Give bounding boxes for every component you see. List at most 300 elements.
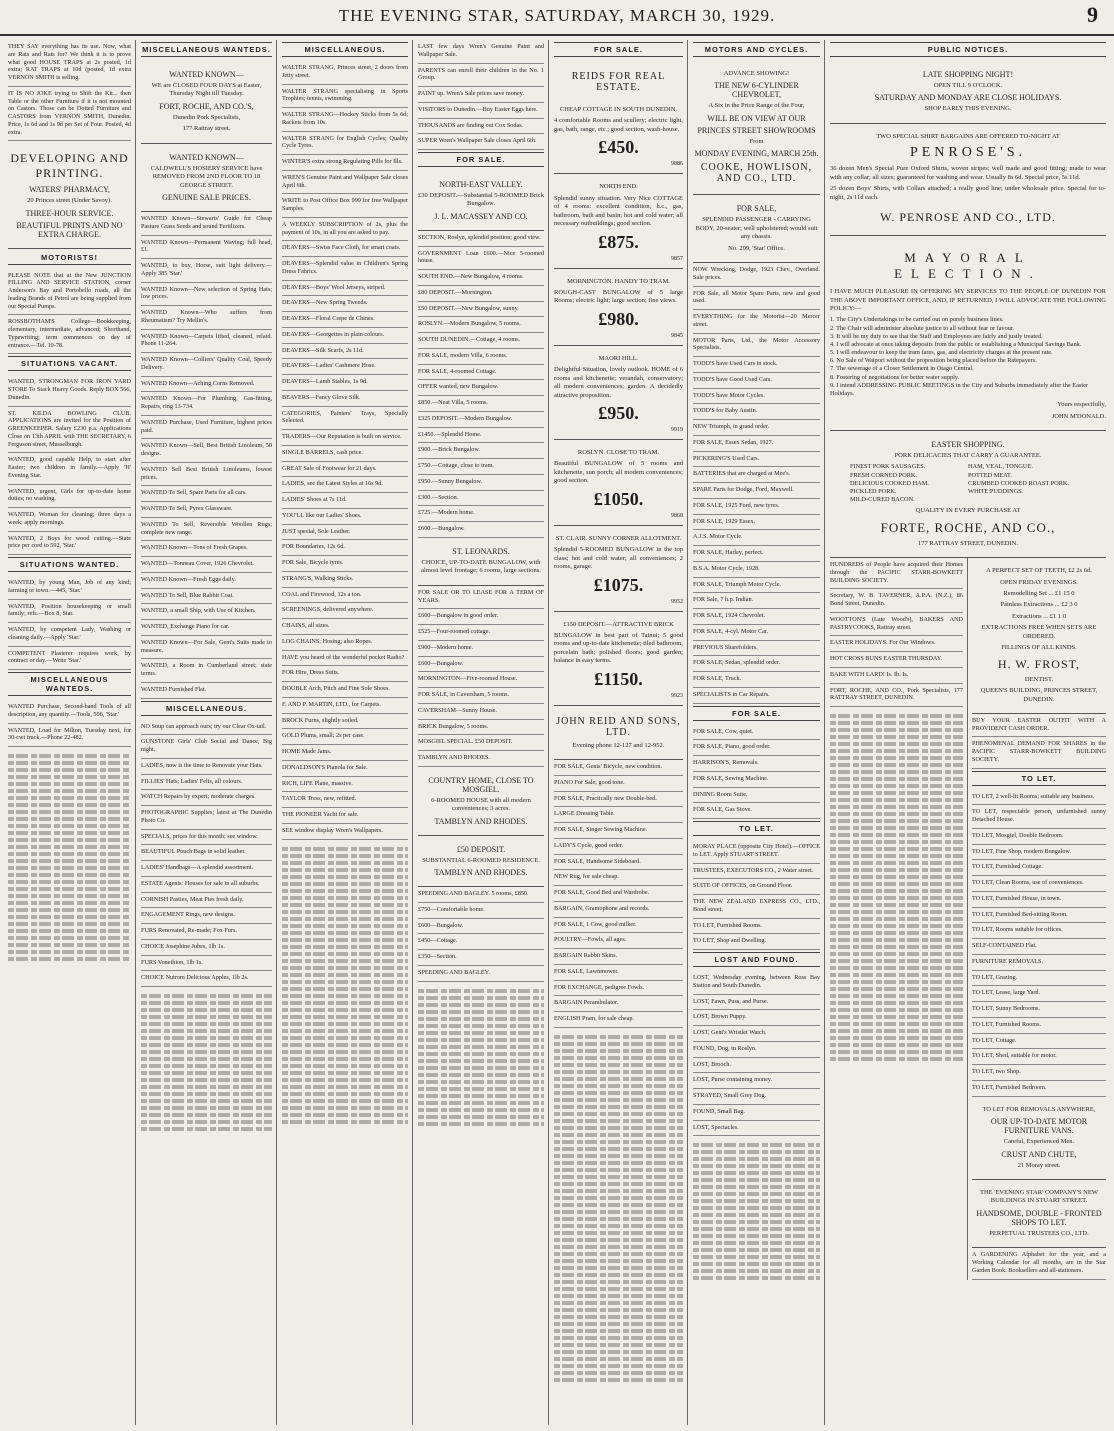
- classified-ad: WANTED Known—Fresh Eggs daily.: [141, 573, 272, 589]
- classified-ad: YOU'LL like our Ladies' Shoes.: [282, 509, 408, 525]
- classified-ad: FURS Vonethion, 1lb 1s.: [141, 956, 272, 972]
- policy-point: 1. The City's Undertakings to be carried out on purely business lines.: [830, 316, 1004, 324]
- classified-ad: WRITE to Post Office Box 999 for free Wallpaper Samples.: [282, 194, 408, 218]
- classified-ad: B.S.A. Motor Cycle, 1928.: [693, 562, 820, 578]
- ad-line: WANTED KNOWN—: [169, 70, 244, 79]
- classified-ad: FOR SALE, 1925 Ford, new tyres.: [693, 499, 820, 515]
- ad-line: CALDWELL'S HOSIERY SERVICE have REMOVED FROM 2ND FLOOR TO 18 GEORGE STREET.: [150, 164, 263, 189]
- classified-ad: £750—Comfortable home.: [418, 903, 544, 919]
- classified-ad: SPECIALISTS in Car Repairs.: [693, 688, 820, 704]
- classified-ad: LOG CHAINS; Hosing; also Ropes.: [282, 635, 408, 651]
- illegible-text-block: [8, 747, 131, 961]
- classified-ad: LADY'S Cycle, good order.: [554, 839, 683, 855]
- classified-ad: WANTED, to buy, Horse, suit light delivery.—Apply 385 'Star.': [141, 259, 272, 283]
- classified-ad: GOLD Plums, small; 2s per case.: [282, 729, 408, 745]
- ad-line: £50 DEPOSIT.: [456, 844, 506, 854]
- classified-ad: FOR SALE, Truck.: [693, 672, 820, 688]
- classified-ad: BARGAIN Perambulator.: [554, 996, 683, 1012]
- classified-ad: A WEEKLY SUBSCRIPTION of 2s, plus the payment of 10s, in all you are asked to pay.: [282, 218, 408, 242]
- column-2: [137, 40, 277, 1425]
- classified-ad: DEAVERS—Swiss Face Cloth, for smart coats.: [282, 241, 408, 257]
- classified-ad: Secretary, W. B. TAVERNER, A.P.A. (N.Z.), 86 Bond Street, Dunedin.: [830, 589, 963, 613]
- classified-ad: WANTED Purchase, Used Furniture, highest prices paid.: [141, 416, 272, 440]
- property-ref: 9857: [671, 255, 683, 262]
- chevrolet-ad: [693, 61, 820, 195]
- classified-ad: PAINT up. Wren's Sale prices save money.: [418, 87, 544, 103]
- ad-line: A PERFECT SET OF TEETH, £2 2s 6d.: [986, 567, 1092, 575]
- classified-ad: £1450.—Splendid Home.: [418, 428, 544, 444]
- illegible-text-block: [141, 987, 272, 1131]
- classified-ad: TODD'S have Good Used Cars.: [693, 373, 820, 389]
- property-price: £1150.: [594, 668, 643, 689]
- ad-headline: COOKE, HOWLISON, AND CO., LTD.: [700, 162, 813, 185]
- policy-point: 3. It will be my duty to see that the Staff and Employees are fairly and justly treated.: [830, 332, 1043, 340]
- property-heading: ROSLYN. CLOSE TO TRAM.: [577, 449, 660, 456]
- ad-line: THREE-HOUR SERVICE.: [25, 208, 114, 218]
- ad-line: ADVANCE SHOWING!: [723, 70, 790, 77]
- classified-ad: LAST few days Wren's Genuine Paint and Wallpaper Sale.: [418, 40, 544, 64]
- ad-line: 177 Rattray street.: [182, 125, 231, 133]
- classified-ad: FOR SALE, Singer Sewing Machine.: [554, 823, 683, 839]
- classified-ad: MORNINGTON—Five-roomed House.: [418, 672, 544, 688]
- page-number: 9: [1087, 2, 1098, 27]
- classified-ad: SOUTH DUNEDIN.—Cottage, 4 rooms.: [418, 333, 544, 349]
- classified-ad: FOR Sale, all Motor Spare Parts, new and good used.: [693, 287, 820, 311]
- ad-headline: MAYORAL ELECTION.: [894, 250, 1042, 282]
- ad-line: £30 DEPOSIT.—Substantial 5-ROOMED Brick Bungalow.: [418, 192, 544, 208]
- mayoral-election-notice: [830, 236, 1106, 431]
- classified-ad: TO LET, Furnished Bedroom.: [972, 1081, 1106, 1097]
- classified-ad: TO LET, Fine Shop, modern Bungalow.: [972, 845, 1106, 861]
- classified-ad: FOR SALE, 1 Cow, good milker.: [554, 918, 683, 934]
- ad-line: SATURDAY AND MONDAY ARE CLOSE HOLIDAYS.: [874, 93, 1062, 103]
- ad-line: CHOICE, UP-TO-DATE BUNGALOW, with almost level frontage; 6 rooms, large sections.: [421, 558, 541, 575]
- ad-line: Dunedin Pork Specialists,: [172, 113, 241, 121]
- policy-point: 9. I intend ADDRESSING PUBLIC MEETINGS in the City and Suburbs immediately after the Easter Holidays.: [830, 381, 1088, 397]
- classified-ad: TO LET, Clean Rooms, use of conveniences.: [972, 876, 1106, 892]
- ad-headline: FORTE, ROCHE, AND CO.,: [880, 519, 1056, 535]
- passenger-body-ad: [693, 195, 820, 263]
- classified-ad: STRANG'S, Walking Sticks.: [282, 572, 408, 588]
- classified-ad: ST. KILDA BOWLING CLUB. APPLICATIONS are invited for the Position of GREENKEEPER. Salary £230 p.a. Applications Close on 13th APRIL with THE SECRETARY, 6 Ferguson street, Musselburgh.: [8, 407, 131, 454]
- classified-ad: HOT CROSS BUNS EASTER THURSDAY.: [830, 652, 963, 668]
- classified-ad: PIANO For Sale; good tone.: [554, 776, 683, 792]
- classified-ad: TO LET, respectable person, unfurnished sunny Detached House.: [972, 805, 1106, 829]
- newspaper-title: THE EVENING STAR, SATURDAY, MARCH 30, 1929.: [338, 6, 776, 25]
- classified-ad: £80 DEPOSIT.—Mornington.: [418, 286, 544, 302]
- ad-headline: EASTER SHOPPING.: [931, 439, 1005, 449]
- classified-ad: TRUSTEES, EXECUTORS CO., 2 Water street.: [693, 864, 820, 880]
- policy-point: 8. Fostering of negotiations for better water supply.: [830, 373, 960, 381]
- ad-line: TWO SPECIAL SHIRT BARGAINS ARE OFFERED TO-NIGHT AT: [876, 132, 1060, 140]
- classified-ad: FOR EXCHANGE, pedigree Fowls.: [554, 981, 683, 997]
- ad-line: TAMBLYN AND RHODES.: [434, 868, 528, 878]
- classified-ad: WALTER STRANG specialising in Sports Trophies; tennis, swimming.: [282, 85, 408, 109]
- classified-ad: TO LET, Rooms suitable for offices.: [972, 923, 1106, 939]
- property-description: 4 comfortable Rooms and scullery; electric light, gas, bath, range, etc.; good section, wash-house.: [554, 117, 683, 133]
- ad-line: PRINCES STREET SHOWROOMS: [697, 125, 816, 135]
- classified-ad: FOR Sale, Bicycle tyres.: [282, 556, 408, 572]
- classified-ad: FOR SALE, 1929 Essex.: [693, 515, 820, 531]
- ad-headline: REIDS FOR REAL ESTATE.: [571, 71, 666, 93]
- reid-agent: [554, 706, 683, 760]
- classified-ad: FOR SALE, Cow, quiet.: [693, 725, 820, 741]
- classified-ad: WALTER STRANG, Princes street, 2 doors from Jetty street.: [282, 61, 408, 85]
- ad-line: SHOP EARLY THIS EVENING.: [924, 105, 1012, 113]
- classified-ad: SEE window display Wren's Wallpapers.: [282, 824, 408, 840]
- classified-ad: SUPER Wren's Wallpaper Sale closes April 6th.: [418, 134, 544, 150]
- property-description: Splendid 5-ROOMED BUNGALOW in the top class; hot and cold water; all conveniences; 2 rooms, garage.: [554, 546, 683, 571]
- classified-ad: WANTED Known—New selection of Spring Hats; low prices.: [141, 283, 272, 307]
- classified-ad: RICH, LIFE Plane, massive.: [282, 777, 408, 793]
- ad-headline: H. W. FROST,: [997, 656, 1081, 671]
- ad-line: 6-ROOMED HOUSE with all modern conveniences; 3 acres.: [431, 796, 531, 813]
- section-heading: SITUATIONS WANTED.: [8, 557, 131, 572]
- classified-ad: TODD'S for Baby Austin.: [693, 404, 820, 420]
- ad-line: J. L. MACASSEY AND CO.: [434, 211, 528, 221]
- classified-ad: FILLIES' Hats; Ladies' Felts, all colours.: [141, 775, 272, 791]
- ad-line: 36 dozen Men's Special Pure Oxford Shirts, woven stripes; well made and good fitting; made to wear with any collar; all sizes; guaranteed for washing and wear. Usually 8s 6d. Special price, 5s 11d.: [830, 165, 1106, 181]
- classified-ad: TO LET, two Shop.: [972, 1065, 1106, 1081]
- ad-line: PORK DELICACIES THAT CARRY A GUARANTEE.: [894, 451, 1042, 459]
- classified-ad: TO LET, Furnished Rooms.: [972, 1018, 1106, 1034]
- classified-ad: DEAVERS—Silk Scarfs, 2s 11d.: [282, 344, 408, 360]
- policy-point: 7. The sewerage of a Closer Settlement in Otago Central.: [830, 365, 974, 373]
- ad-line: I HAVE MUCH PLEASURE IN OFFERING MY SERVICES TO THE PEOPLE OF DUNEDIN FOR THE ABOVE IMPORTANT OFFICE, AND, IF RETURNED, I WILL ADVOCATE THE FOLLOWING POLICY:—: [830, 288, 1106, 312]
- property-listing: [554, 526, 683, 612]
- ad-line: TO LET FOR REMOVALS ANYWHERE,: [982, 1105, 1096, 1113]
- closed-easter-ad: [141, 61, 272, 144]
- classified-ad: PHENOMENAL DEMAND FOR SHARES in the PACIFIC STARR-BOWKETT BUILDING SOCIETY.: [972, 737, 1106, 768]
- classified-ad: TO LET, Furnished Bed-sitting Room.: [972, 908, 1106, 924]
- classified-ad: FOR SALE, Sedan, splendid order.: [693, 656, 820, 672]
- classified-ad: HUNDREDS of People have acquired their Homes through the PACIFIC STARR-BOWKETT BUILDING SOCIETY.: [830, 558, 963, 589]
- illegible-text-block: [693, 1136, 820, 1280]
- classified-ad: WANTED To Sell, Pyrex Glassware.: [141, 502, 272, 518]
- classified-ad: ESTATE Agents: Houses for sale in all suburbs.: [141, 877, 272, 893]
- classified-ad: BRICK Bungalow, 5 rooms.: [418, 720, 544, 736]
- property-description: Splendid sunny situation. Very Nice COTTAGE of 4 rooms: excellent condition, h.c., gas, bathroom, bath and basin; hot and cold water; all necessary outbuildings; good section.: [554, 194, 683, 228]
- classified-ad: FOR SALE, Gas Stove.: [693, 803, 820, 819]
- classified-ad: DONALDSON'S Pianola for Sale.: [282, 761, 408, 777]
- classified-ad: £50 DEPOSIT.—New Bungalow, sunny.: [418, 302, 544, 318]
- classified-ad: £600.—Bungalow.: [418, 522, 544, 538]
- section-heading: MISCELLANEOUS.: [141, 701, 272, 716]
- ad-line: 20 Princes street (Under Savoy).: [27, 197, 112, 205]
- north-east-valley-ad: [418, 171, 544, 231]
- column-6: [689, 40, 825, 1425]
- ad-line: CRUST AND CHUTE,: [1001, 1149, 1077, 1159]
- developing-printing-ad: [8, 141, 131, 248]
- classified-ad: £450—Cottage.: [418, 934, 544, 950]
- classified-ad: NEW Triumph, in grand order.: [693, 420, 820, 436]
- classified-ad: WANTED Furnished Flat.: [141, 683, 272, 699]
- ad-line: THE 'EVENING STAR' COMPANY'S NEW BUILDINGS IN STUART STREET.: [980, 1189, 1098, 1205]
- classified-ad: WANTED, Exchange Piano for car.: [141, 620, 272, 636]
- classified-ad: WANTED, by competent Lady, Washing or cleaning daily.—Apply 'Star.': [8, 623, 131, 647]
- classified-ad: WANTED Known—Tons of Fresh Grapes.: [141, 541, 272, 557]
- classified-ad: TO LET, Mosgiel, Double Bedroom.: [972, 829, 1106, 845]
- classified-ad: BARGAIN, Gramophone and records.: [554, 902, 683, 918]
- illegible-text-block: [418, 982, 544, 1126]
- ad-line: QUEEN'S BUILDING, PRINCES STREET, DUNEDIN.: [980, 687, 1098, 703]
- property-heading: NORTH END.: [599, 183, 638, 191]
- product-item: MILD-CURED BACON.: [850, 496, 915, 504]
- late-shopping-notice: [830, 61, 1106, 124]
- classified-ad: WINTER'S extra strong Regulating Pills for Ills.: [282, 155, 408, 171]
- classified-ad: NOW Wrecking, Dodge, 1923 Chev., Overland. Sale prices.: [693, 263, 820, 287]
- classified-ad: FOR SALE, Gents' Bicycle, new condition.: [554, 760, 683, 776]
- classified-ad: JUST special, Sole Leather.: [282, 525, 408, 541]
- classified-ad: DEAVERS—Boys' Wool Jerseys, striped.: [282, 281, 408, 297]
- ad-line: No. 299, 'Star' Office.: [728, 244, 785, 252]
- classified-ad: FOR SALE, Piano, good order.: [693, 740, 820, 756]
- classified-ad: THE PIONEER Yacht for sale.: [282, 808, 408, 824]
- ad-headline: DEVELOPING AND PRINTING.: [10, 151, 129, 181]
- ad-line: WILL BE ON VIEW AT OUR: [707, 113, 806, 123]
- classified-ad: DEAVERS—Lamb Stables, 1s 9d.: [282, 375, 408, 391]
- product-item: PICKLED PORK.: [850, 487, 897, 495]
- classified-ad: WATCH Repairs by expert; moderate charges.: [141, 790, 272, 806]
- ad-line: THE NEW 6-CYLINDER CHEVROLET,: [714, 81, 799, 100]
- classified-ad: PLEASE NOTE that at the New JUNCTION FILLING AND SERVICE STATION, corner Anderson's Bay and Portobello roads, all the leading Brands of Petrol are being supplied from our Special Pumps.: [8, 269, 131, 316]
- classified-ad: EVERYTHING for the Motorist—20 Mercer street.: [693, 310, 820, 334]
- classified-ad: WALTER STRANG for English Cycles; Quality Cycle Tyres.: [282, 132, 408, 156]
- classified-ad: COAL and Firewood, 12s a ton.: [282, 588, 408, 604]
- section-heading: MISCELLANEOUS.: [282, 42, 408, 57]
- classified-ad: BUY YOUR EASTER OUTFIT WITH A PROVIDENT CASH ORDER.: [972, 714, 1106, 738]
- ad-line: 21 Moray street.: [1017, 1161, 1061, 1169]
- ad-line: SPLENDID PASSENGER - CARRYING BODY, 20-seater; well upholstered; would suit any chassis.: [695, 216, 818, 241]
- product-item: FRESH CORNED PORK.: [850, 471, 918, 479]
- section-heading: FOR SALE.: [693, 706, 820, 721]
- ad-line: PERPETUAL TRUSTEES CO., LTD.: [989, 1229, 1089, 1237]
- classified-ad: DINING Room Suite.: [693, 788, 820, 804]
- ad-line: DENTIST.: [1024, 675, 1054, 683]
- classified-ad: CHOICE Nutrom Delicious Apples, 1lb 2s.: [141, 971, 272, 987]
- classified-ad: WANTED Known—Carpets lifted, cleaned, relaid. Phone 11-264.: [141, 330, 272, 354]
- ad-headline: JOHN REID AND SONS, LTD.: [556, 715, 681, 738]
- classified-ad: TO LET, Grazing.: [972, 971, 1106, 987]
- property-description: Beautiful BUNGALOW of 5 rooms and kitchenette, sun porch; all modern conveniences; good section.: [554, 460, 683, 485]
- property-heading: MORNINGTON. HANDY TO TRAM.: [567, 277, 670, 285]
- ad-line: NORTH-EAST VALLEY.: [439, 180, 523, 189]
- classified-ad: BARGAIN Rabbit Skins.: [554, 949, 683, 965]
- classified-ad: FOR SALE OR TO LEASE FOR A TERM OF YEARS.: [418, 586, 544, 610]
- policy-point: 5. I will endeavour to keep the tram fares, gas, and electricity charges at the present rate.: [830, 349, 1053, 357]
- classified-ad: FOR SALE, Good Bed and Wardrobe.: [554, 886, 683, 902]
- classified-ad: LOST, Spectacles.: [693, 1121, 820, 1137]
- classified-ad: LOST, Wednesday evening, between Ross Bay Station and South Dunedin.: [693, 971, 820, 995]
- classified-ad: TO LET, Furnished Cottage.: [972, 860, 1106, 876]
- classified-ad: FOR SALE, Essex Sedan, 1927.: [693, 436, 820, 452]
- classified-ad: HOME Made Jams.: [282, 745, 408, 761]
- classified-ad: FOR SALE, Practically new Double-bed.: [554, 792, 683, 808]
- classified-ad: FOR SALE, Sewing Machine.: [693, 772, 820, 788]
- ad-line: Painless Extractions ... £2 3 0: [1000, 601, 1078, 609]
- deposit-ad: [418, 836, 544, 887]
- section-heading: MOTORISTS!: [8, 251, 131, 265]
- classified-ad: DOUBLE Arch, Pitch and Fine Sole Shoes.: [282, 682, 408, 698]
- classified-ad: £525—Four-roomed cottage.: [418, 625, 544, 641]
- classified-ad: TO LET, Furnished House, in town.: [972, 892, 1106, 908]
- classified-ad: WANTED Known—For Plumbing, Gas-fitting, Repairs, ring 13-734.: [141, 392, 272, 416]
- classified-ad: SPARE Parts for Dodge, Ford, Maxwell.: [693, 483, 820, 499]
- dentist-ad: [972, 558, 1106, 714]
- classified-ad: EASTER HOLIDAYS. For Our Windows.: [830, 636, 963, 652]
- classified-ad: WANTED, 2 Boys for wood cutting.—State price per cord to 592, 'Star.': [8, 532, 131, 556]
- ad-line: COUNTRY HOME, CLOSE TO MOSGIEL.: [428, 775, 534, 794]
- product-item: WHITE PUDDINGS.: [968, 487, 1024, 495]
- classified-ad: MOTOR Parts, Ltd., the Motor Accessory Specialists.: [693, 334, 820, 358]
- policy-point: 4. I will advocate at once taking deposits from the public or establishing a Municipal Savings Bank.: [830, 340, 1082, 348]
- property-listing: [554, 612, 683, 706]
- classified-ad: SECTION, Roslyn, splendid position; good view.: [418, 231, 544, 247]
- policy-point: 2. The Chair will administer absolute justice to all without fear or favour.: [830, 324, 1015, 332]
- section-heading: SITUATIONS VACANT.: [8, 356, 131, 371]
- classified-ad: £900—Modern home.: [418, 641, 544, 657]
- hosiery-ad: [141, 144, 272, 212]
- product-item: HAM, VEAL, TONGUE.: [968, 463, 1033, 471]
- ad-line: LATE SHOPPING NIGHT!: [922, 70, 1014, 79]
- classified-ad: WANTED Known—Colliers' Quality Coal, Speedy Delivery.: [141, 353, 272, 377]
- easter-shopping-ad: [830, 431, 1106, 558]
- classified-ad: GREAT Sale of Footwear for 21 days.: [282, 462, 408, 478]
- classified-ad: TO LET, Furnished Rooms.: [693, 919, 820, 935]
- classified-ad: TO LET, 2 well-lit Rooms; suitable any business.: [972, 790, 1106, 806]
- property-listing: [554, 346, 683, 440]
- product-item: CRUMBED COOKED ROAST PORK.: [968, 479, 1069, 487]
- classified-ad: £600—Bungalow in good order.: [418, 609, 544, 625]
- classified-ad: WANTED, good capable Help, to start after Easter; two children in family.—Apply 'H' Evening Star.: [8, 453, 131, 484]
- lower-split: [830, 558, 1106, 1279]
- ad-line: 25 dozen Boys' Shirts, with Collars attached; a really good line; under wholesale price. Special for to-night, 2s 11d each.: [830, 185, 1106, 201]
- classified-ad: LOST, Gent's Wristlet Watch.: [693, 1026, 820, 1042]
- classified-ad: THOUSANDS are finding out Cox Sodas.: [418, 119, 544, 135]
- classified-ad: SINGLE BARRELS, cash price.: [282, 446, 408, 462]
- property-price: £980.: [598, 308, 639, 329]
- property-price: £1075.: [593, 574, 644, 595]
- penrose-ad: [830, 124, 1106, 236]
- ad-line: ST. LEONARDS.: [452, 546, 510, 556]
- classified-ad: SOUTH END.—New Bungalow, 4 rooms.: [418, 270, 544, 286]
- classified-ad: WANTED Known—Aching Corns Removed.: [141, 377, 272, 393]
- section-heading: TO LET.: [693, 821, 820, 836]
- illegible-text-block: [282, 840, 408, 1124]
- property-price: £450.: [598, 137, 639, 158]
- classified-ad: £600—Bungalow.: [418, 657, 544, 673]
- classified-ad: TO LET, Lease, large Yard.: [972, 986, 1106, 1002]
- property-ref: 9919: [671, 427, 683, 433]
- ad-line: Evening phone 12-127 and 12-952.: [572, 741, 665, 749]
- classified-ad: WANTED, urgent, Girls for up-to-date home duties; no washing.: [8, 485, 131, 509]
- star-buildings-ad: [972, 1180, 1106, 1248]
- property-price: £950.: [598, 403, 639, 423]
- classified-ad: STRAYED, Small Grey Dog.: [693, 1089, 820, 1105]
- classified-ad: FORT, ROCHE, AND CO., Pork Specialists, 177 RATTRAY STREET, DUNEDIN.: [830, 684, 963, 708]
- classified-ad: LADIES' Handbags—A splendid assortment.: [141, 861, 272, 877]
- classified-ad: WANTED Sell Best British Linoleums, lowest prices.: [141, 463, 272, 487]
- classified-ad: SPEEDING AND BAGLEY.: [418, 966, 544, 982]
- ad-line: FILLINGS OF ALL KINDS.: [1001, 644, 1077, 652]
- classified-ad: NO Soup can approach ours; try our Clear Ox-tail.: [141, 720, 272, 736]
- classified-ad: FOR SALE, 1924 Chevrolet.: [693, 609, 820, 625]
- classified-ad: ENGAGEMENT Rings, new designs.: [141, 908, 272, 924]
- classified-ad: FOR SALE, 4-cyl. Motor Car.: [693, 625, 820, 641]
- product-item: POTTED MEAT.: [968, 471, 1012, 479]
- classified-ad: NEW Rug, for sale cheap.: [554, 870, 683, 886]
- classified-ad: LOST, Purse containing money.: [693, 1073, 820, 1089]
- property-heading: £150 DEPOSIT.—ATTRACTIVE BRICK: [563, 620, 674, 628]
- classified-ad: BAKE WITH LARD! Is. Ib. Is.: [830, 668, 963, 684]
- classified-ad: WANTED, by young Man, Job of any kind; farming or town.—445, 'Star.': [8, 576, 131, 600]
- classified-ad: TO LET, Shop and Dwelling.: [693, 934, 820, 950]
- classified-ad: PARENTS can enroll their children in the No. 1 Group.: [418, 64, 544, 88]
- property-listing: [554, 97, 683, 174]
- classified-ad: IT IS NO JOKE trying to Shift the Kit... then Table or the other Furniture if it is not mounted on Castors. Those can be Dotted Furniture and CASTORS from VERNON SMITH, Dunedin. Price, 1s 6d and 1s 9d per Set of Four. Posted, 4d extra.: [8, 87, 131, 142]
- classified-ad: WANTED, a small Ship, with Use of Kitchen.: [141, 604, 272, 620]
- column-7: [826, 40, 1110, 1425]
- classified-ad: £850.—Neat Villa, 5 rooms.: [418, 396, 544, 412]
- classified-ad: £900.—Brick Bungalow.: [418, 443, 544, 459]
- classified-ad: DEAVERS—Ladies' Cashmere Hose.: [282, 359, 408, 375]
- ad-line: From: [749, 137, 764, 145]
- classified-ad: WANTED, Woman for cleaning; three days a week; apply mornings.: [8, 508, 131, 532]
- classified-ad: £600—Bungalow.: [418, 919, 544, 935]
- classified-ad: TO LET, Cottage.: [972, 1034, 1106, 1050]
- property-listing: [554, 440, 683, 526]
- property-ref: 9923: [671, 692, 683, 699]
- classified-ad: PHOTOGRAPHIC Supplies; latest at The Dunedin Photo Co.: [141, 806, 272, 830]
- ad-line: Remodelling Set ... £1 15 0: [1003, 590, 1075, 598]
- classified-ad: WANTED Known—Permanent Waving; full head, £1.: [141, 236, 272, 260]
- country-home-ad: [418, 767, 544, 836]
- classified-ad: MOSGIEL SPECIAL. £50 DEPOSIT.: [418, 735, 544, 751]
- classified-ad: £725.—Modern home.: [418, 506, 544, 522]
- ad-line: SUBSTANTIAL 6-ROOMED RESIDENCE.: [422, 856, 540, 864]
- ad-line: OPEN FRIDAY EVENINGS.: [1000, 578, 1078, 586]
- section-heading: FOR SALE.: [554, 42, 683, 57]
- classified-ad: BATTERIES that are charged at Mee's.: [693, 467, 820, 483]
- classified-ad: TODD'S have Used Cars in stock.: [693, 357, 820, 373]
- classified-ad: WANTED, a Room in Cumberland street; state terms.: [141, 659, 272, 683]
- property-ref: 9886: [671, 161, 683, 168]
- classified-ad: SCREENINGS, delivered anywhere.: [282, 603, 408, 619]
- section-heading: MISCELLANEOUS WANTEDS.: [8, 672, 131, 696]
- classified-ad: FOR SALE, Lawnmower.: [554, 965, 683, 981]
- classified-ad: HARRISON'S, Removals.: [693, 756, 820, 772]
- classified-ad: OFFER wanted, new Bungalow.: [418, 380, 544, 396]
- classified-ad: FURNITURE REMOVALS.: [972, 955, 1106, 971]
- property-heading: MAORI HILL.: [598, 354, 639, 362]
- property-description: ROUGH-CAST BUNGALOW of 5 large Rooms; electric light; large section; fine views.: [554, 288, 683, 305]
- classified-ad: SPEEDING AND BAGLEY. 5 rooms, £850.: [418, 887, 544, 903]
- classified-ad: ROSSBOTHAM'S College—Bookkeeping, elementary, intermediate, advanced; Shorthand, Typewriting; term commences on day of entrance.—Tel. 10-78.: [8, 315, 131, 354]
- property-listing: [554, 269, 683, 346]
- classified-ad: LADIES, see the Latest Styles at 16s 9d.: [282, 477, 408, 493]
- classified-ad: A.J.S. Motor Cycle.: [693, 530, 820, 546]
- reids-header: [554, 61, 683, 93]
- classified-ad: FOR SALE, 4-roomed Cottage.: [418, 365, 544, 381]
- classified-ad: FOR Sale, 7 h.p. Indian.: [693, 593, 820, 609]
- classified-ad: DEAVERS—Splendid value in Children's Spring Dress Fabrics.: [282, 257, 408, 281]
- ad-line: WATERS' PHARMACY,: [29, 185, 110, 195]
- classified-ad: WALTER STRANG—Hockey Sticks from 5s 6d; Rackets from 10s.: [282, 108, 408, 132]
- classified-ad: ENGLISH Pram, for sale cheap.: [554, 1012, 683, 1028]
- classified-ad: PICKERING'S Used Cars.: [693, 452, 820, 468]
- classified-ad: F. AND P. MARTIN, LTD., for Carpets.: [282, 698, 408, 714]
- classified-ad: WANTED, Position housekeeping or small family; refs.—Box 8, Star.: [8, 600, 131, 624]
